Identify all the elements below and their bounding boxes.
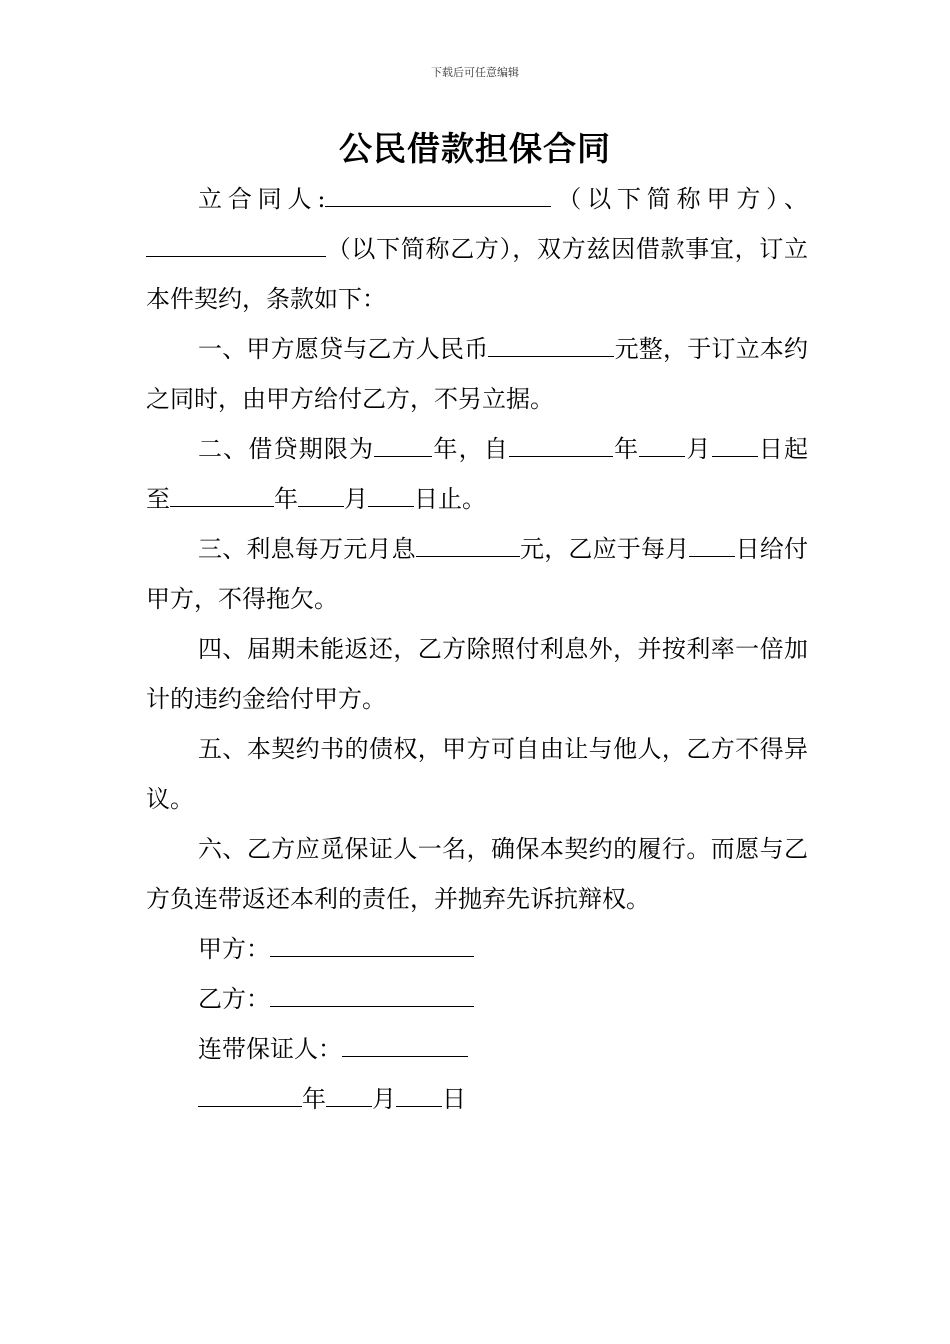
payment-day-blank[interactable] [689,536,735,557]
clause-6: 六、乙方应觅保证人一名，确保本契约的履行。而愿与乙方负连带返还本利的责任，并抛弃先诉抗辩权。 [146,835,808,913]
party-b-name-blank[interactable] [146,236,326,257]
header-note: 下载后可任意编辑 [431,66,519,79]
sign-day-blank[interactable] [396,1086,442,1107]
party-b-note: （以下简称乙方），双方兹因借款事宜，订立本件契约，条款如下： [146,235,808,313]
intro-paragraph [146,174,808,324]
sign-year-blank[interactable] [198,1086,302,1107]
guarantor-label: 连带保证人： [198,1035,342,1063]
clause-2-year-label: 年 [612,435,640,463]
clause-2-month-label: 月 [685,435,712,463]
signature-party-a [146,924,808,974]
party-a-note: （以下简称甲方）、 [551,185,809,213]
clause-5: 五、本契约书的债权，甲方可自由让与他人，乙方不得异议。 [146,735,808,813]
guarantor-signature-blank[interactable] [342,1036,468,1057]
clause-3-part-b: 元，乙应于每月 [519,535,690,563]
document-title: 公民借款担保合同 [339,129,611,168]
intro-label: 立合同人: [198,185,326,213]
start-year-blank[interactable] [509,436,613,457]
contract-body [146,174,808,1124]
clause-3-part-a: 三、利息每万元月息 [198,535,416,563]
party-b-label: 乙方： [198,985,270,1013]
clause-1 [146,324,808,424]
start-month-blank[interactable] [639,436,685,457]
clause-1-part-a: 一、甲方愿贷与乙方人民币 [198,335,489,363]
sign-month-label: 月 [372,1085,396,1113]
start-day-blank[interactable] [712,436,758,457]
signature-date [146,1074,808,1124]
clause-2-year-from: 年，自 [432,435,509,463]
clause-2-day-to: 日起至 [146,435,809,513]
end-year-blank[interactable] [170,486,274,507]
interest-amount-blank[interactable] [416,536,520,557]
party-a-signature-blank[interactable] [270,936,474,957]
clause-3-part-c: 日给付甲方，不得拖欠。 [146,535,809,613]
clause-2-end: 日止。 [414,485,486,513]
clause-3 [146,524,808,624]
clause-2-part-a: 二、借贷期限为 [198,435,375,463]
party-b-signature-blank[interactable] [270,986,474,1007]
clause-4: 四、届期未能返还，乙方除照付利息外，并按利率一倍加计的违约金给付甲方。 [146,635,808,713]
clause-2-end-year-label: 年 [274,485,298,513]
loan-term-years-blank[interactable] [374,436,432,457]
party-a-label: 甲方： [198,935,270,963]
signature-guarantor [146,1024,808,1074]
signature-party-b [146,974,808,1024]
end-month-blank[interactable] [298,486,344,507]
party-a-name-blank[interactable] [325,186,551,207]
clause-2 [146,424,808,524]
sign-day-label: 日 [442,1085,466,1113]
clause-1-part-b: 元整，于订立本约之同时，由甲方给付乙方，不另立据。 [146,335,809,413]
sign-year-label: 年 [302,1085,326,1113]
clause-2-end-month-label: 月 [344,485,368,513]
sign-month-blank[interactable] [326,1086,372,1107]
end-day-blank[interactable] [368,486,414,507]
loan-amount-blank[interactable] [488,336,614,357]
